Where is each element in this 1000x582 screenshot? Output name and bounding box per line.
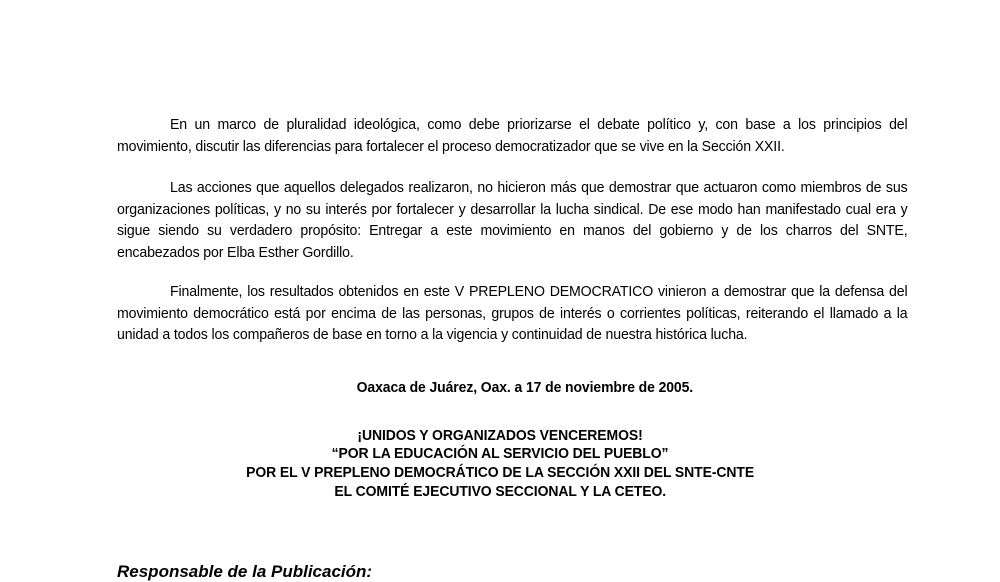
responsible-heading: Responsable de la Publicación: xyxy=(117,562,373,581)
slogan-text: EL COMITÉ EJECUTIVO SECCIONAL Y LA CETEO. xyxy=(334,483,666,500)
paragraph-acciones-delegados: Las acciones que aquellos delegados realizaron, no hicieron más que demostrar que actuaron como miembros de sus organizaciones políticas, y no su interés por fortalecer y desarrollar la lucha sindical. De ese modo han manifestado cual era y sigue siendo su verdadero propósito: Entregar a este movimiento en manos del gobierno y de los charros del SNTE, encabezados por Elba Esther Gordillo. xyxy=(117,179,908,261)
slogan-line xyxy=(0,463,1000,482)
slogan-text: ¡UNIDOS Y ORGANIZADOS VENCEREMOS! xyxy=(357,427,643,444)
slogan-line xyxy=(0,426,1000,445)
slogan-text: “POR LA EDUCACIÓN AL SERVICIO DEL PUEBLO” xyxy=(331,445,669,462)
date-line xyxy=(25,378,1000,397)
slogan-text: POR EL V PREPLENO DEMOCRÁTICO DE LA SECCIÓN XXII DEL SNTE-CNTE xyxy=(246,464,754,481)
paragraph-pluralidad: En un marco de pluralidad ideológica, como debe priorizarse el debate político y, con base a los principios del movimiento, discutir las diferencias para fortalecer el proceso democratizador que se vive en la Sección XXII. xyxy=(117,116,908,155)
slogan-line xyxy=(0,482,1000,501)
paragraph-finalmente: Finalmente, los resultados obtenidos en este V PREPLENO DEMOCRATICO vinieron a demostrar que la defensa del movimiento democrático está por encima de las personas, grupos de interés o corrientes políticas, reiterando el llamado a la unidad a todos los compañeros de base en torno a la vigencia y continuidad de nuestra histórica lucha. xyxy=(117,283,908,343)
date-line-text: Oaxaca de Juárez, Oax. a 17 de noviembre de 2005. xyxy=(356,379,694,396)
slogan-line xyxy=(0,444,1000,463)
